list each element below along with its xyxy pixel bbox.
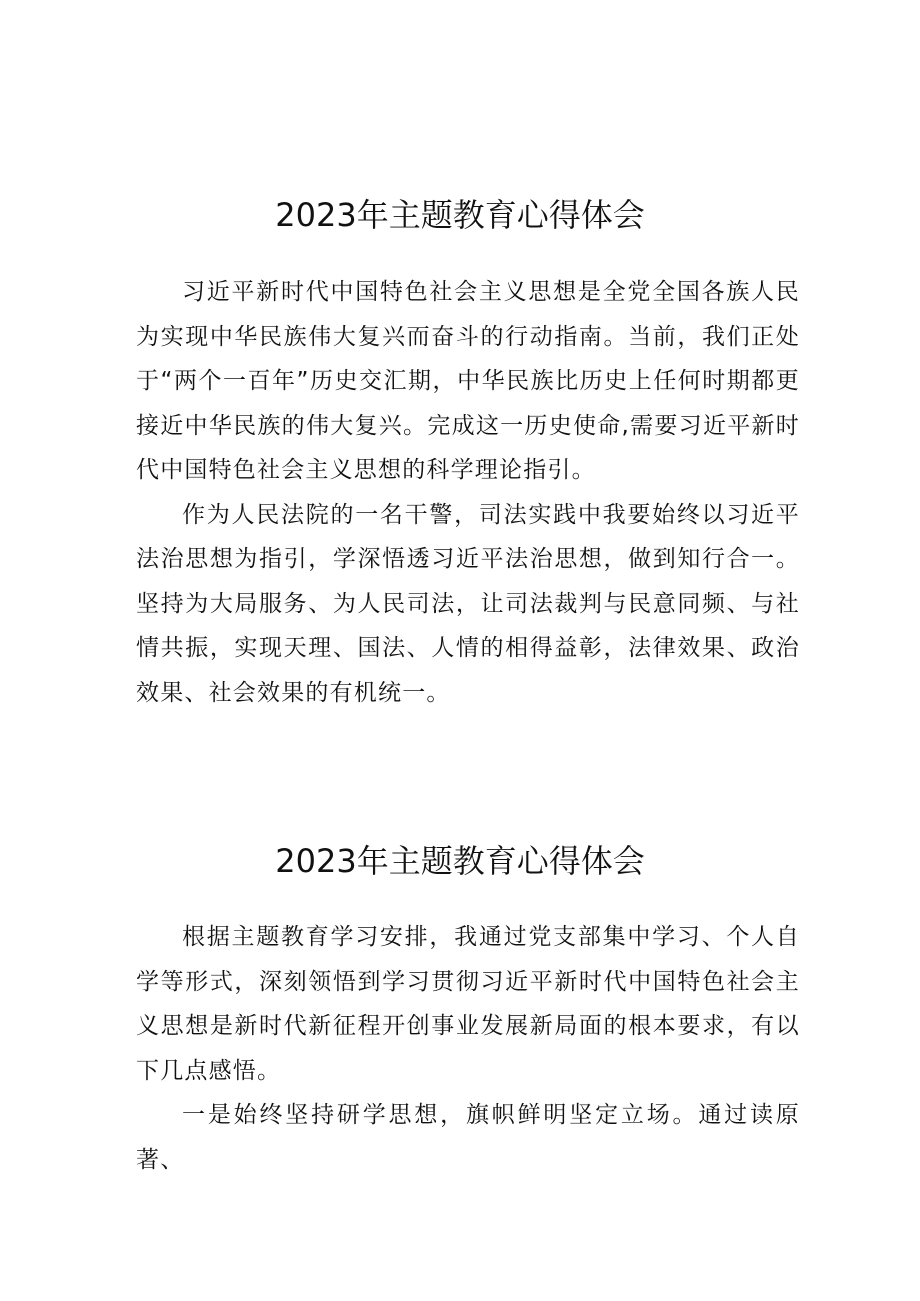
section-2-paragraph-1: 根据主题教育学习安排，我通过党支部集中学习、个人自学等形式，深刻领悟到学习贯彻习近平新时代中国特色社会主义思想是新时代新征程开创事业发展新局面的根本要求，有以下几点感悟。	[136, 924, 800, 1084]
section-2-title: 2023年主题教育心得体会	[275, 842, 645, 881]
section-1-title: 2023年主题教育心得体会	[275, 196, 645, 235]
section-2-body	[136, 915, 800, 1182]
section-1-paragraph-1: 习近平新时代中国特色社会主义思想是全党全国各族人民为实现中华民族伟大复兴而奋斗的行动指南。当前，我们正处于“两个一百年”历史交汇期，中华民族比历史上任何时期都更接近中华民族的伟大复兴。完成这一历史使命,需要习近平新时代中国特色社会主义思想的科学理论指引。	[136, 279, 800, 483]
section-1-paragraph-2: 作为人民法院的一名干警，司法实践中我要始终以习近平法治思想为指引，学深悟透习近平法治思想，做到知行合一。坚持为大局服务、为人民司法，让司法裁判与民意同频、与社情共振，实现天理、国法、人情的相得益彰，法律效果、政治效果、社会效果的有机统一。	[136, 501, 800, 706]
section-1-body	[136, 270, 800, 715]
section-2-paragraph-2: 一是始终坚持研学思想，旗帜鲜明坚定立场。通过读原著、	[136, 1102, 800, 1173]
